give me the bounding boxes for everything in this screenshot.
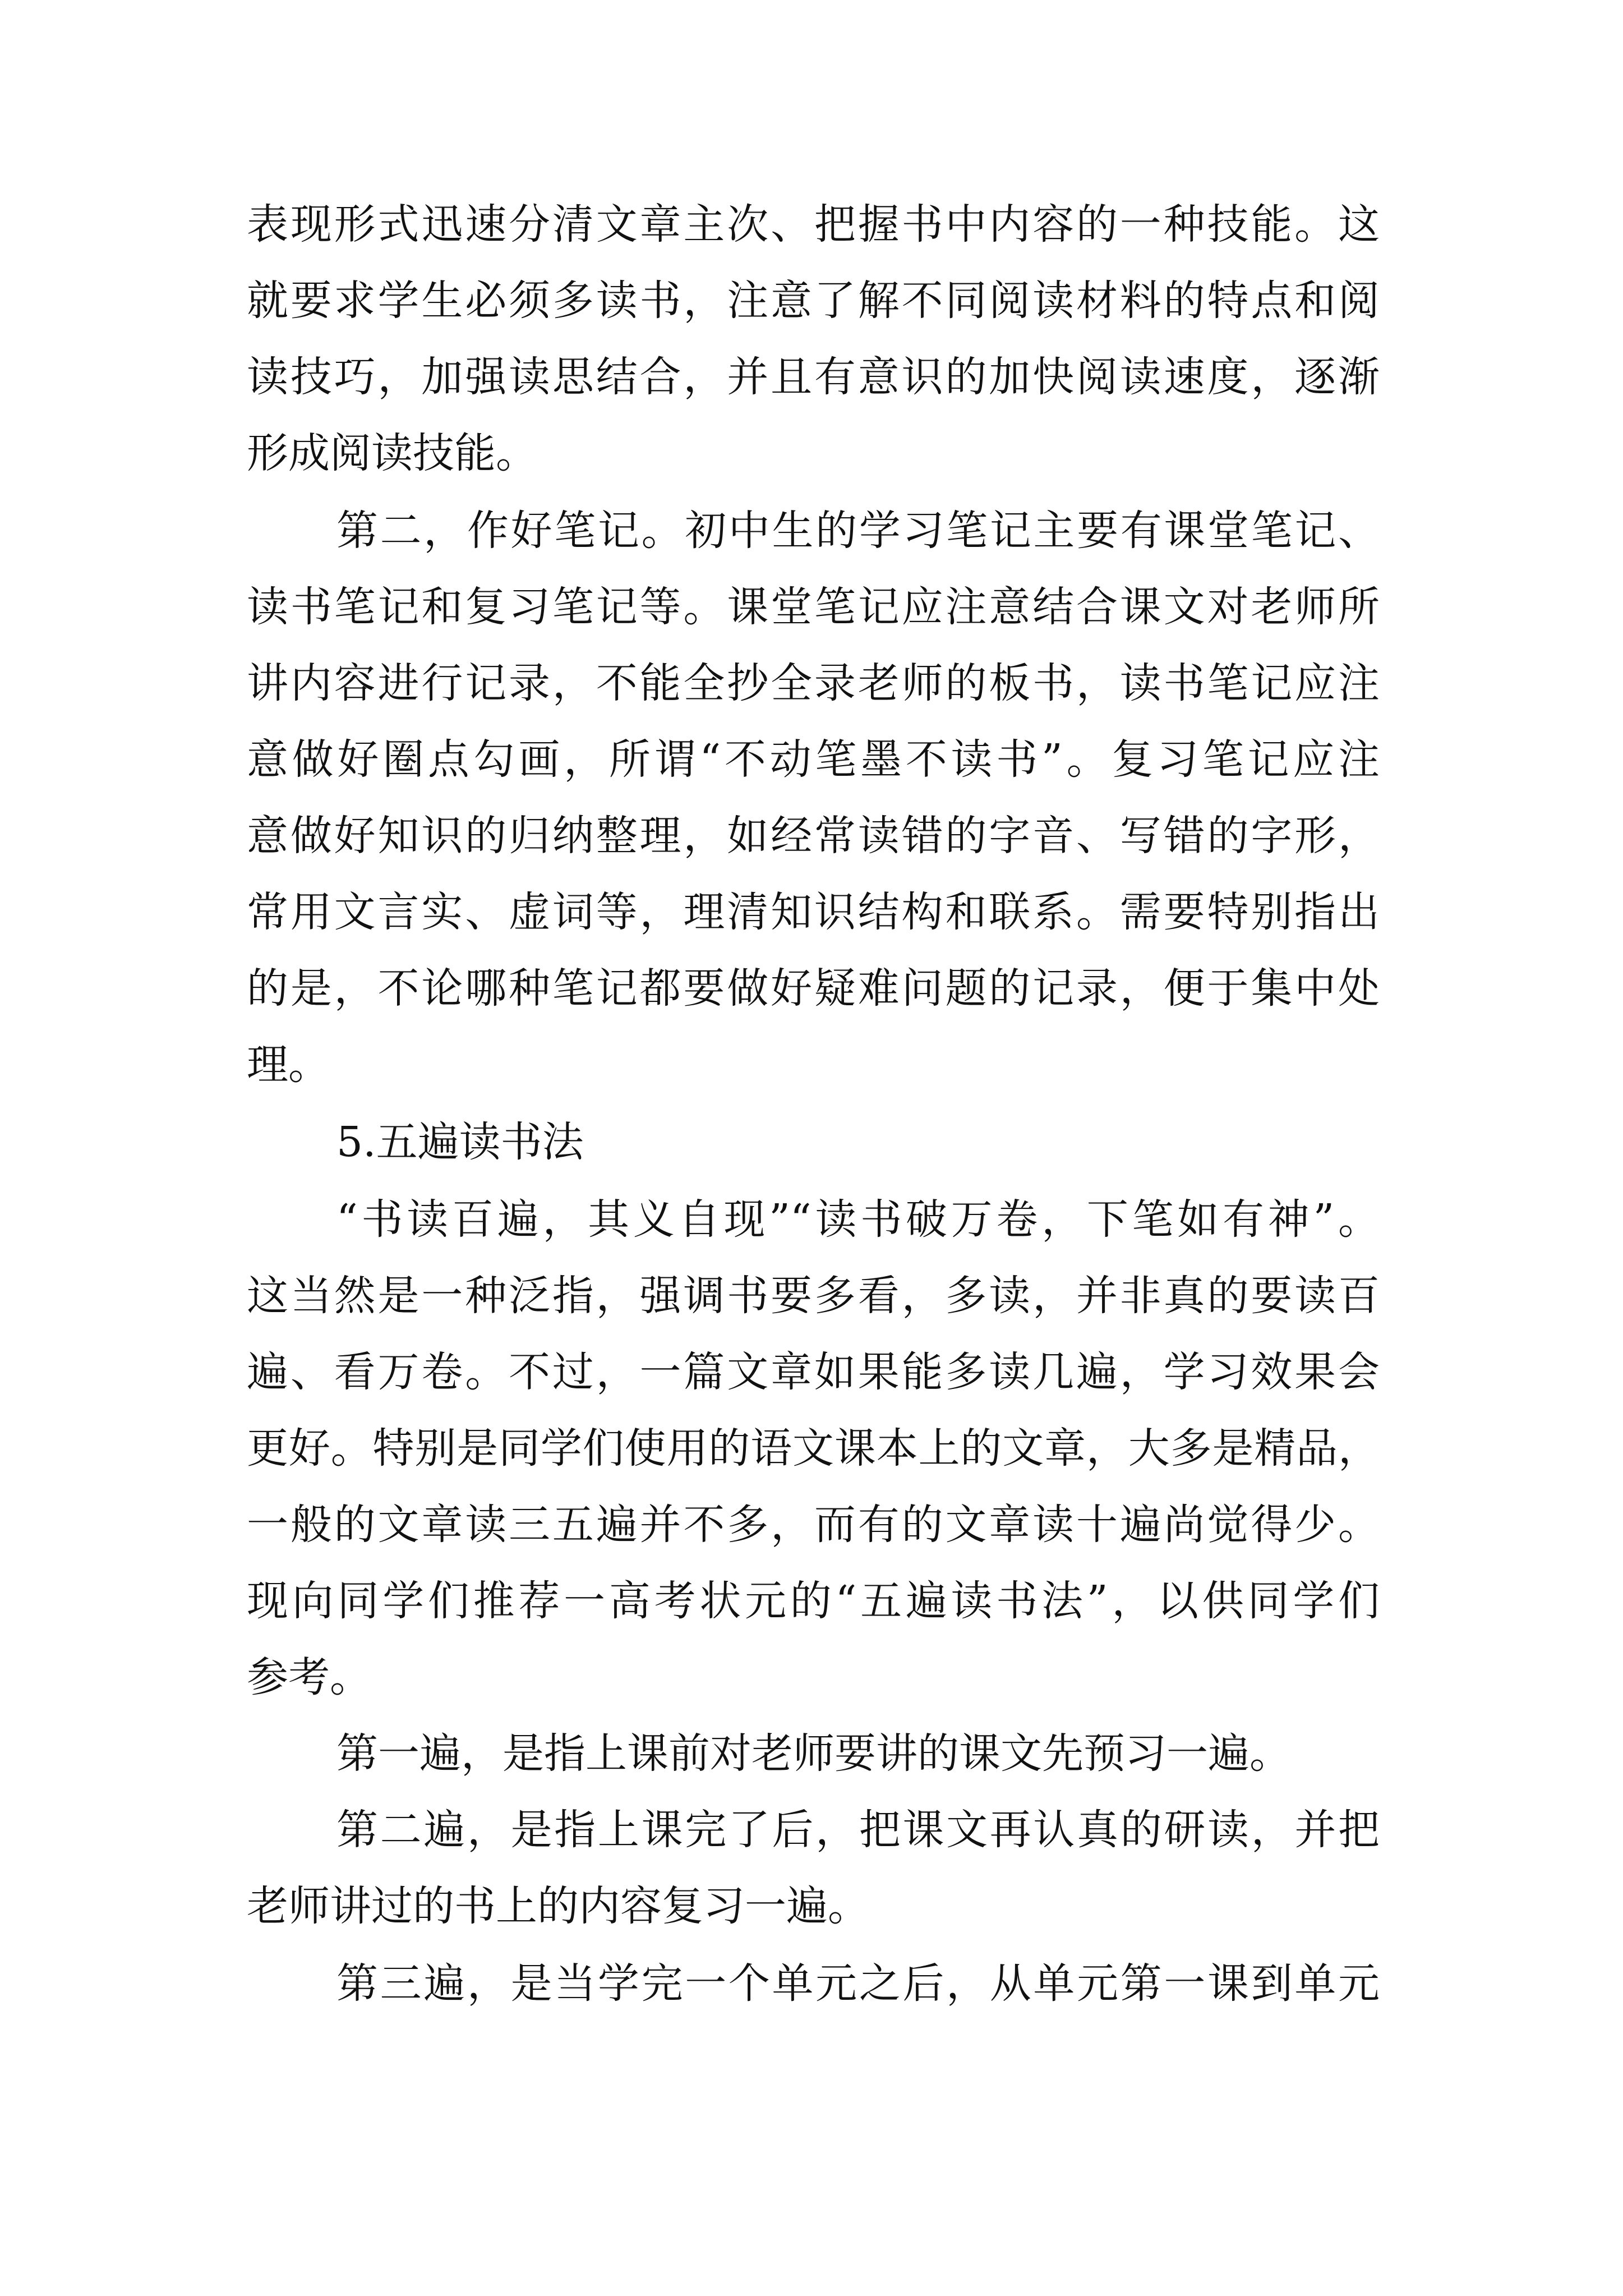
- text-line: 就要求学生必须多读书，注意了解不同阅读材料的特点和阅: [247, 277, 1380, 325]
- text-line: 意做好知识的归纳整理，如经常读错的字音、写错的字形，: [247, 812, 1380, 860]
- text-line: 讲内容进行记录，不能全抄全录老师的板书，读书笔记应注: [247, 659, 1380, 707]
- text-line: 第一遍，是指上课前对老师要讲的课文先预习一遍。: [336, 1729, 1291, 1778]
- text-line: 老师讲过的书上的内容复习一遍。: [247, 1882, 869, 1930]
- text-line: 参考。: [247, 1653, 371, 1701]
- text-line: 一般的文章读三五遍并不多，而有的文章读十遍尚觉得少。: [247, 1501, 1380, 1549]
- text-line: 这当然是一种泛指，强调书要多看，多读，并非真的要读百: [247, 1272, 1380, 1320]
- text-line: 第三遍，是当学完一个单元之后，从单元第一课到单元: [336, 1959, 1380, 2008]
- text-line: 第二，作好笔记。初中生的学习笔记主要有课堂笔记、: [336, 507, 1380, 555]
- text-line: 意做好圈点勾画，所谓“不动笔墨不读书”。复习笔记应注: [247, 735, 1380, 784]
- text-line: 读书笔记和复习笔记等。课堂笔记应注意结合课文对老师所: [247, 583, 1380, 631]
- text-line: 常用文言实、虚词等，理清知识结构和联系。需要特别指出: [247, 888, 1380, 936]
- text-line: 理。: [247, 1041, 330, 1089]
- text-line: 第二遍，是指上课完了后，把课文再认真的研读，并把: [336, 1806, 1380, 1854]
- text-line: 遍、看万卷。不过，一篇文章如果能多读几遍，学习效果会: [247, 1348, 1380, 1396]
- text-line: 更好。特别是同学们使用的语文课本上的文章，大多是精品，: [247, 1424, 1380, 1473]
- text-line: “书读百遍，其义自现”“读书破万卷，下笔如有神”。: [336, 1195, 1380, 1244]
- text-line: 现向同学们推荐一高考状元的“五遍读书法”，以供同学们: [247, 1577, 1380, 1625]
- text-line: 表现形式迅速分清文章主次、把握书中内容的一种技能。这: [247, 200, 1380, 249]
- text-line: 形成阅读技能。: [247, 429, 537, 477]
- text-line: 的是，不论哪种笔记都要做好疑难问题的记录，便于集中处: [247, 964, 1380, 1013]
- text-line: 读技巧，加强读思结合，并且有意识的加快阅读速度，逐渐: [247, 353, 1380, 401]
- text-line: 5.五遍读书法: [336, 1118, 584, 1166]
